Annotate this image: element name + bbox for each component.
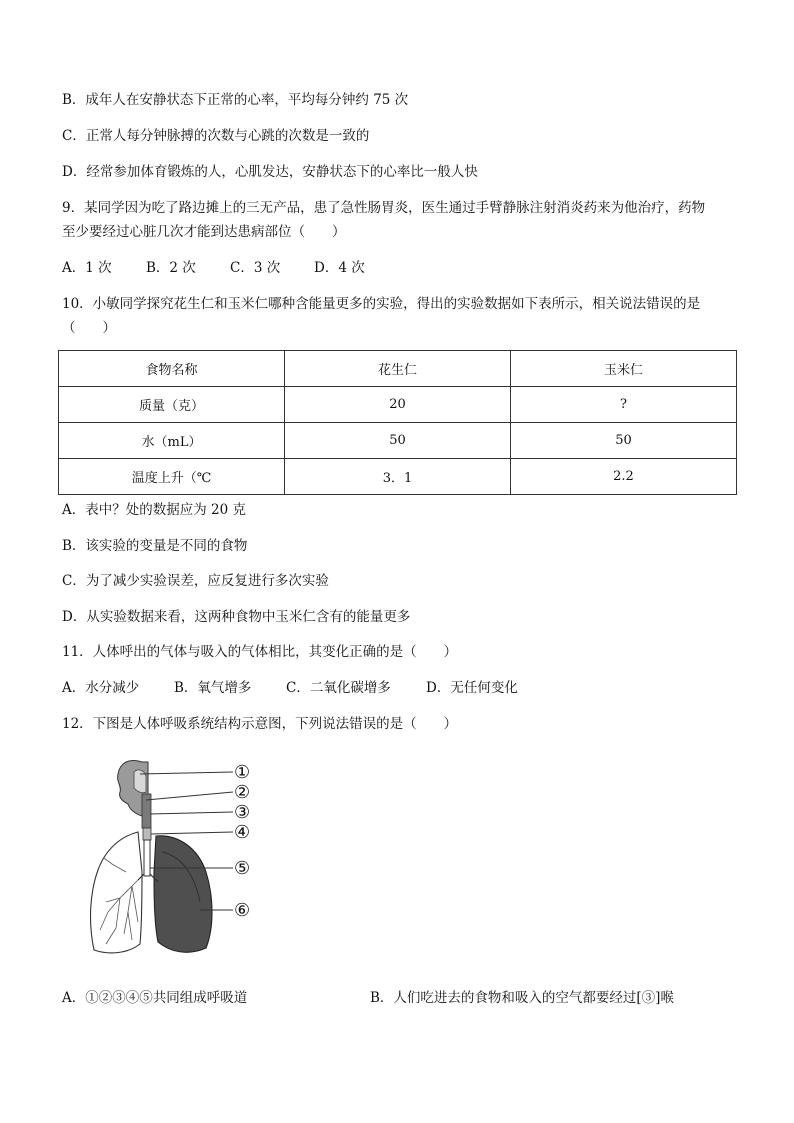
- q9-option-a: A．1 次: [62, 260, 112, 276]
- label-3: ③: [234, 802, 251, 823]
- q9-option-b: B．2 次: [146, 260, 196, 276]
- table-cell: 20: [285, 387, 511, 423]
- q9-stem-line1: 9．某同学因为吃了路边摊上的三无产品，患了急性肠胃炎，医生通过手臂静脉注射消炎药来为他治疗，药物: [62, 200, 706, 216]
- trachea-shape: [144, 840, 150, 876]
- q9-stem-line2: 至少要经过心脏几次才能到达患病部位（ ）: [62, 224, 346, 240]
- label-1: ①: [234, 762, 251, 783]
- q8-option-d: D．经常参加体育锻炼的人，心肌发达，安静状态下的心率比一般人快: [62, 164, 478, 180]
- table-header-row: [59, 351, 737, 387]
- table-cell: 2.2: [511, 459, 737, 495]
- table-cell: 3．1: [285, 459, 511, 495]
- label-4: ④: [234, 822, 251, 843]
- q9-options: [62, 258, 365, 278]
- q8-option-b: B．成年人在安静状态下正常的心率，平均每分钟约 75 次: [62, 92, 409, 108]
- label-2: ②: [234, 782, 251, 803]
- q8-option-c: C．正常人每分钟脉搏的次数与心跳的次数是一致的: [62, 128, 370, 144]
- table-cell: 质量（克）: [59, 387, 285, 423]
- table-cell: 水（mL）: [59, 423, 285, 459]
- table-header-cell: 玉米仁: [511, 351, 737, 387]
- table-cell: ?: [511, 387, 737, 423]
- q10-option-c: C．为了减少实验误差，应反复进行多次实验: [62, 573, 329, 589]
- larynx-shape: [143, 828, 151, 840]
- q12-option-a: A．①②③④⑤共同组成呼吸道: [62, 990, 248, 1006]
- label-5: ⑤: [234, 858, 251, 879]
- table-row: [59, 387, 737, 423]
- nasal-cavity-shape: [134, 770, 146, 793]
- q10-option-b: B．该实验的变量是不同的食物: [62, 538, 248, 554]
- pharynx-shape: [142, 794, 151, 828]
- q10-option-d: D．从实验数据来看，这两种食物中玉米仁含有的能量更多: [62, 609, 411, 625]
- q10-stem-line1: 10．小敏同学探究花生仁和玉米仁哪种含能量更多的实验，得出的实验数据如下表所示，相关说法错误的是: [62, 296, 701, 312]
- q11-option-a: A．水分减少: [62, 680, 140, 696]
- q11-options: [62, 678, 518, 698]
- q11-stem: 11．人体呼出的气体与吸入的气体相比，其变化正确的是（ ）: [62, 644, 458, 660]
- table-header-cell: 花生仁: [285, 351, 511, 387]
- q12-option-b: B．人们吃进去的食物和吸入的空气都要经过[③]喉: [370, 990, 674, 1006]
- table-header-cell: 食物名称: [59, 351, 285, 387]
- right-lung-shape: [154, 836, 212, 952]
- q11-option-d: D．无任何变化: [426, 680, 518, 696]
- q11-option-b: B．氧气增多: [174, 680, 252, 696]
- respiratory-system-diagram: [82, 752, 282, 962]
- label-6: ⑥: [234, 900, 251, 921]
- q11-option-c: C．二氧化碳增多: [286, 680, 391, 696]
- figure-labels: [234, 762, 250, 921]
- q10-stem-line2: （ ）: [62, 320, 116, 336]
- table-cell: 温度上升（℃: [59, 459, 285, 495]
- q9-option-c: C．3 次: [230, 260, 281, 276]
- table-row: [59, 423, 737, 459]
- q10-option-a: A．表中？处的数据应为 20 克: [62, 502, 247, 518]
- q9-option-d: D．4 次: [314, 260, 365, 276]
- table-row: [59, 459, 737, 495]
- table-cell: 50: [511, 423, 737, 459]
- left-lung-shape: [91, 832, 142, 953]
- experiment-data-table: [58, 350, 737, 495]
- q12-stem: 12．下图是人体呼吸系统结构示意图，下列说法错误的是（ ）: [62, 716, 458, 732]
- table-cell: 50: [285, 423, 511, 459]
